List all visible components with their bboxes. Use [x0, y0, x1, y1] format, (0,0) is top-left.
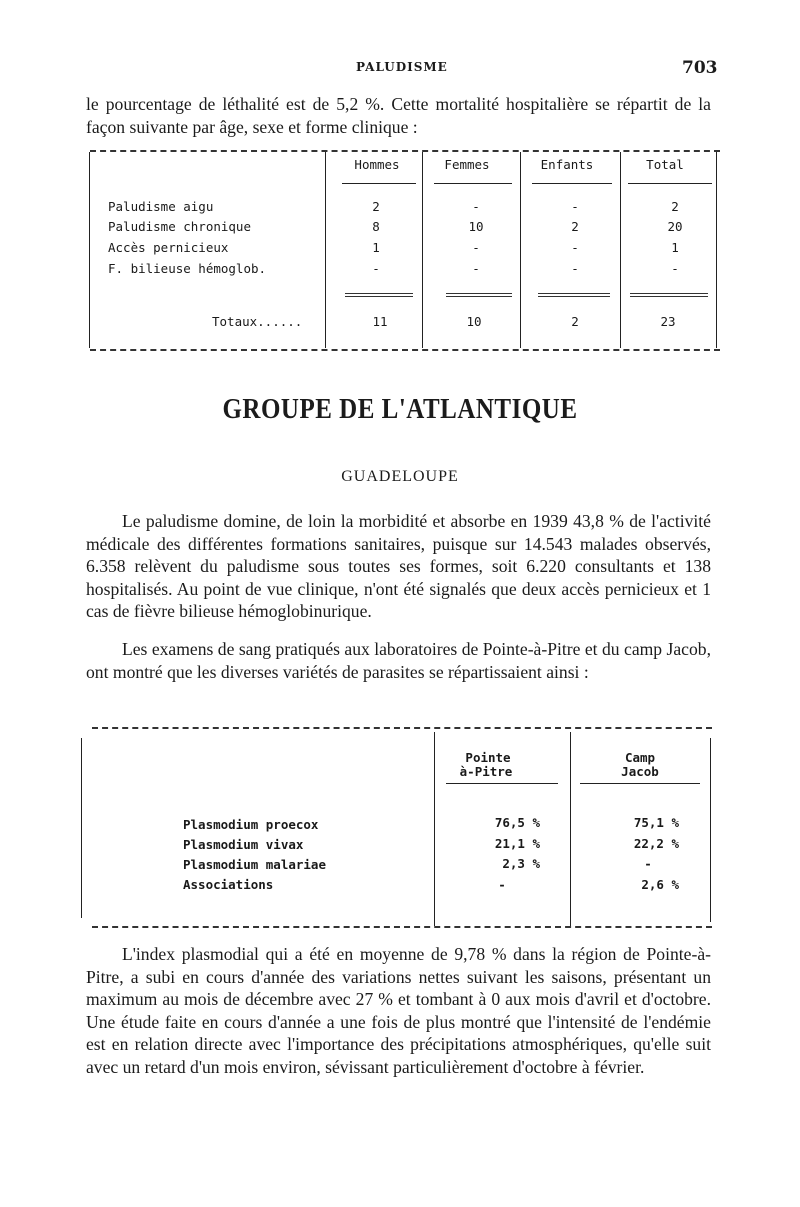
table-cell: - [372, 261, 380, 276]
body-paragraph: Les examens de sang pratiqués aux laboratoires de Pointe-à-Pitre et du camp Jacob, ont montré que les diverses variétés de parasites se répartissaient ainsi : [86, 639, 711, 682]
total-cell: 11 [372, 314, 388, 329]
body-paragraph: L'index plasmodial qui a été en moyenne de 9,78 % dans la région de Pointe-à-Pitre, a subi en cours d'année des variations nettes suivant les saisons, présentant un maximum au mois de décembre avec 27 % et tombant à 0 aux mois d'avril et d'octobre. Une étude faite en cours d'année a une fois de plus montré que l'intensité de l'endémie est en relation directe avec l'importance des précipitations atmosphériques, qu'elle suit avec un retard d'un mois environ, sévissant particulièrement d'octobre à février. [86, 944, 711, 1077]
table-cell: 76,5 % [494, 815, 540, 830]
page-number: 703 [682, 58, 718, 78]
body-paragraph: Le paludisme domine, de loin la morbidité et absorbe en 1939 43,8 % de l'activité médicale des différentes formations sanitaires, puisque sur 14.543 malades observés, 6.358 relèvent du paludisme sous toutes ses formes, soit 6.220 consultants et 138 hospitalisés. Au point de vue clinique, n'ont été signalés que deux accès pernicieux et 1 cas de fièvre bilieuse hémoglobinurique. [86, 511, 711, 621]
total-rule [345, 293, 413, 294]
header-underline [434, 183, 512, 184]
header-underline [342, 183, 416, 184]
table-cell: - [571, 240, 579, 255]
row-label: Paludisme aigu [108, 199, 214, 214]
table-cell: - [472, 199, 480, 214]
total-cell: 23 [660, 314, 676, 329]
running-head-title: PALUDISME [356, 60, 448, 74]
header-underline [446, 783, 558, 784]
row-label: Accès pernicieux [108, 240, 229, 255]
total-rule [538, 293, 610, 294]
table-cell: 1 [372, 240, 380, 255]
running-head [0, 58, 800, 80]
header-underline [628, 183, 712, 184]
section-title: GROUPE DE L'ATLANTIQUE [222, 394, 578, 425]
table-cell: 21,1 % [494, 836, 540, 851]
totals-label: Totaux...... [212, 314, 303, 329]
table-cell: 10 [468, 219, 484, 234]
row-label: F. bilieuse hémoglob. [108, 261, 267, 276]
column-header-hommes: Hommes [354, 157, 400, 172]
column-divider [620, 152, 621, 348]
table-top-rule [92, 727, 712, 729]
row-label: Paludisme chronique [108, 219, 251, 234]
total-cell: 10 [466, 314, 482, 329]
table-cell: - [571, 199, 579, 214]
table-right-border [716, 152, 717, 348]
table-bottom-rule [92, 926, 712, 928]
column-header-enfants: Enfants [540, 157, 594, 172]
table-cell: 2,6 % [641, 877, 679, 892]
subsection-title: GUADELOUPE [341, 468, 459, 485]
table-top-rule [90, 150, 720, 152]
total-rule [446, 293, 512, 294]
table-bottom-rule [90, 349, 720, 351]
column-header-camp-jacob: Jacob [621, 764, 659, 779]
table-cell: 20 [667, 219, 683, 234]
total-cell: 2 [571, 314, 579, 329]
table-left-border [89, 152, 90, 348]
column-divider [422, 152, 423, 348]
table-cell: 1 [671, 240, 679, 255]
table-cell: 2,3 % [502, 856, 540, 871]
table-cell: - [472, 261, 480, 276]
table-cell: 2 [671, 199, 679, 214]
table-right-border [710, 738, 711, 922]
row-label: Plasmodium malariae [183, 857, 326, 872]
column-divider [434, 732, 435, 926]
column-header-pointe-a-pitre: Pointe [465, 750, 511, 765]
table-cell: - [498, 877, 506, 892]
column-header-femmes: Femmes [444, 157, 490, 172]
header-underline [532, 183, 612, 184]
table-cell: 2 [571, 219, 579, 234]
intro-paragraph: le pourcentage de léthalité est de 5,2 %. Cette mortalité hospitalière se répartit de la façon suivante par âge, sexe et forme clinique : [86, 94, 711, 137]
column-header-pointe-a-pitre: à-Pitre [459, 764, 513, 779]
table-cell: 2 [372, 199, 380, 214]
table-cell: 75,1 % [633, 815, 679, 830]
column-divider [570, 732, 571, 926]
table-cell: - [571, 261, 579, 276]
table-cell: - [472, 240, 480, 255]
table-cell: 22,2 % [633, 836, 679, 851]
column-divider [520, 152, 521, 348]
table-left-border [81, 738, 82, 918]
total-rule [630, 293, 708, 294]
table-cell: 8 [372, 219, 380, 234]
row-label: Plasmodium proecox [183, 817, 319, 832]
column-header-total: Total [646, 157, 684, 172]
table-cell: - [644, 856, 652, 871]
row-label: Plasmodium vivax [183, 837, 304, 852]
header-underline [580, 783, 700, 784]
column-header-camp-jacob: Camp [624, 750, 656, 765]
row-label: Associations [183, 877, 274, 892]
column-divider [325, 152, 326, 348]
table-cell: - [671, 261, 679, 276]
